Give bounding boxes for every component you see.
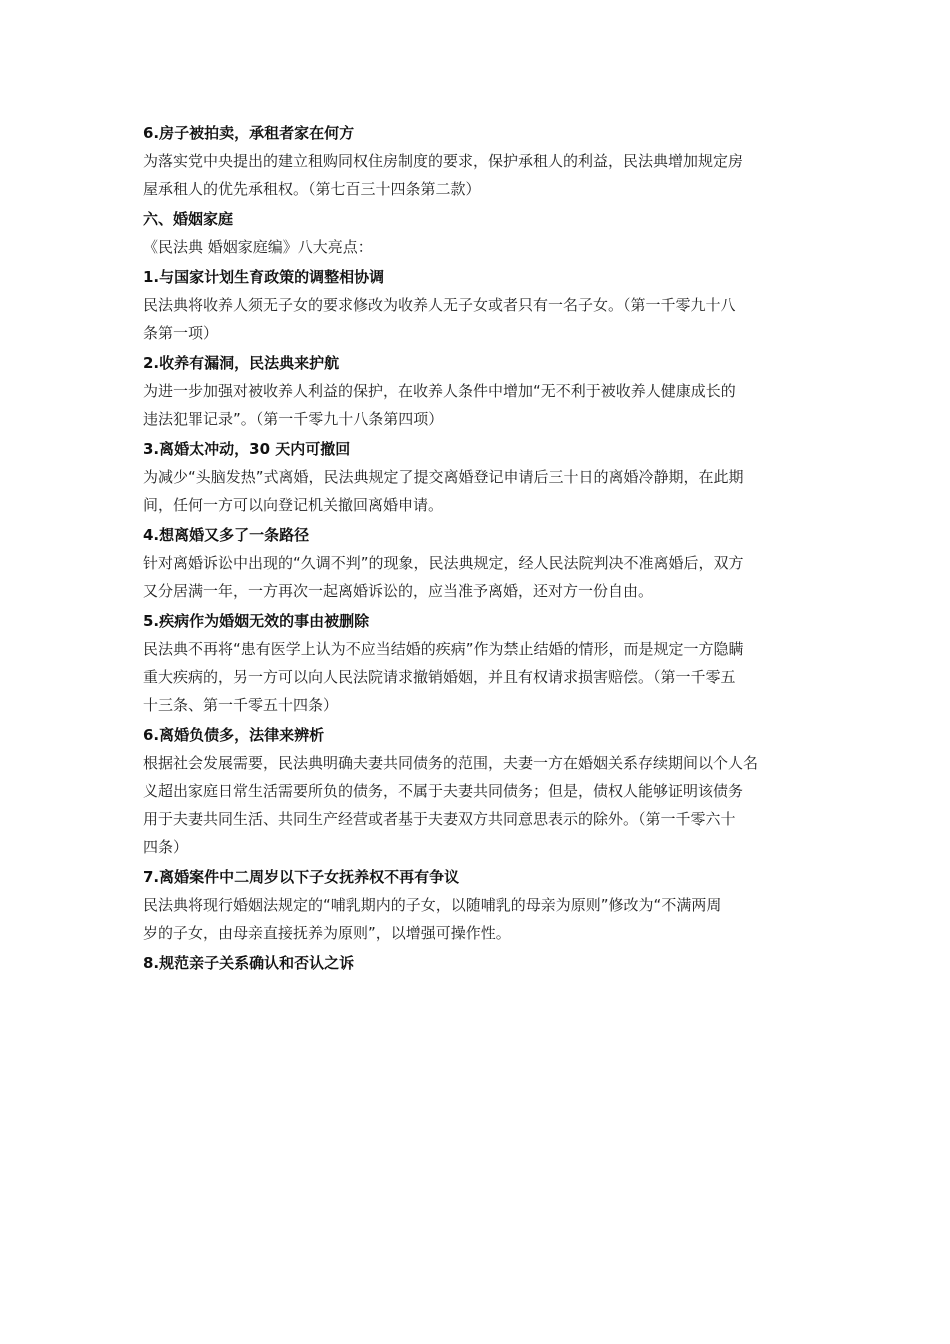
heading-text: 六、婚姻家庭 [143,210,234,228]
paragraph-line: 根据社会发展需要，民法典明确夫妻共同债务的范围，夫妻一方在婚姻关系存续期间以个人名 [143,754,759,772]
paragraph-line: 又分居满一年，一方再次一起离婚诉讼的，应当准予离婚，还对方一份自由。 [143,582,654,600]
heading-text: 6.离婚负债多，法律来辨析 [143,726,325,744]
heading-text: 7.离婚案件中二周岁以下子女抚养权不再有争议 [143,868,460,886]
paragraph-line: 条第一项） [143,324,219,342]
paragraph [143,463,808,519]
section-heading [143,205,808,233]
heading-text: 2.收养有漏洞，民法典来护航 [143,354,340,372]
section-heading [143,721,808,749]
document-page [143,119,808,977]
paragraph-line: 为落实党中央提出的建立租购同权住房制度的要求，保护承租人的利益，民法典增加规定房 [143,152,744,170]
paragraph-line: 用于夫妻共同生活、共同生产经营或者基于夫妻双方共同意思表示的除外。（第一千零六十 [143,810,736,828]
paragraph-line: 违法犯罪记录”。（第一千零九十八条第四项） [143,410,444,428]
section-heading [143,521,808,549]
paragraph [143,233,808,261]
section-heading [143,119,808,147]
heading-text: 8.规范亲子关系确认和否认之诉 [143,954,355,972]
paragraph-line: 民法典将收养人须无子女的要求修改为收养人无子女或者只有一名子女。（第一千零九十八 [143,296,736,314]
paragraph-line: 间，任何一方可以向登记机关撤回离婚申请。 [143,496,444,514]
paragraph [143,291,808,347]
paragraph [143,749,808,861]
heading-text: 3.离婚太冲动，30 天内可撤回 [143,440,351,458]
paragraph-line: 屋承租人的优先承租权。（第七百三十四条第二款） [143,180,481,198]
section-heading [143,607,808,635]
paragraph [143,635,808,719]
paragraph-line: 义超出家庭日常生活需要所负的债务，不属于夫妻共同债务；但是，债权人能够证明该债务 [143,782,744,800]
section-heading [143,349,808,377]
paragraph-line: 重大疾病的，另一方可以向人民法院请求撤销婚姻，并且有权请求损害赔偿。（第一千零五 [143,668,736,686]
paragraph-line: 《民法典 婚姻家庭编》八大亮点： [143,238,373,256]
paragraph-line: 为进一步加强对被收养人利益的保护，在收养人条件中增加“无不利于被收养人健康成长的 [143,382,736,400]
paragraph [143,549,808,605]
paragraph-line: 十三条、第一千零五十四条） [143,696,339,714]
heading-text: 6.房子被拍卖，承租者家在何方 [143,124,355,142]
section-heading [143,863,808,891]
heading-text: 4.想离婚又多了一条路径 [143,526,310,544]
paragraph-line: 为减少“头脑发热”式离婚，民法典规定了提交离婚登记申请后三十日的离婚冷静期，在此期 [143,468,744,486]
paragraph-line: 岁的子女，由母亲直接抚养为原则”，以增强可操作性。 [143,924,511,942]
section-heading [143,949,808,977]
paragraph-line: 针对离婚诉讼中出现的“久调不判”的现象，民法典规定，经人民法院判决不准离婚后，双方 [143,554,744,572]
paragraph [143,891,808,947]
paragraph-line: 民法典将现行婚姻法规定的“哺乳期内的子女，以随哺乳的母亲为原则”修改为“不满两周 [143,896,722,914]
paragraph-line: 民法典不再将“患有医学上认为不应当结婚的疾病”作为禁止结婚的情形，而是规定一方隐瞒 [143,640,744,658]
paragraph [143,377,808,433]
heading-text: 1.与国家计划生育政策的调整相协调 [143,268,385,286]
paragraph [143,147,808,203]
paragraph-line: 四条） [143,838,189,856]
heading-text: 5.疾病作为婚姻无效的事由被删除 [143,612,370,630]
section-heading [143,435,808,463]
section-heading [143,263,808,291]
